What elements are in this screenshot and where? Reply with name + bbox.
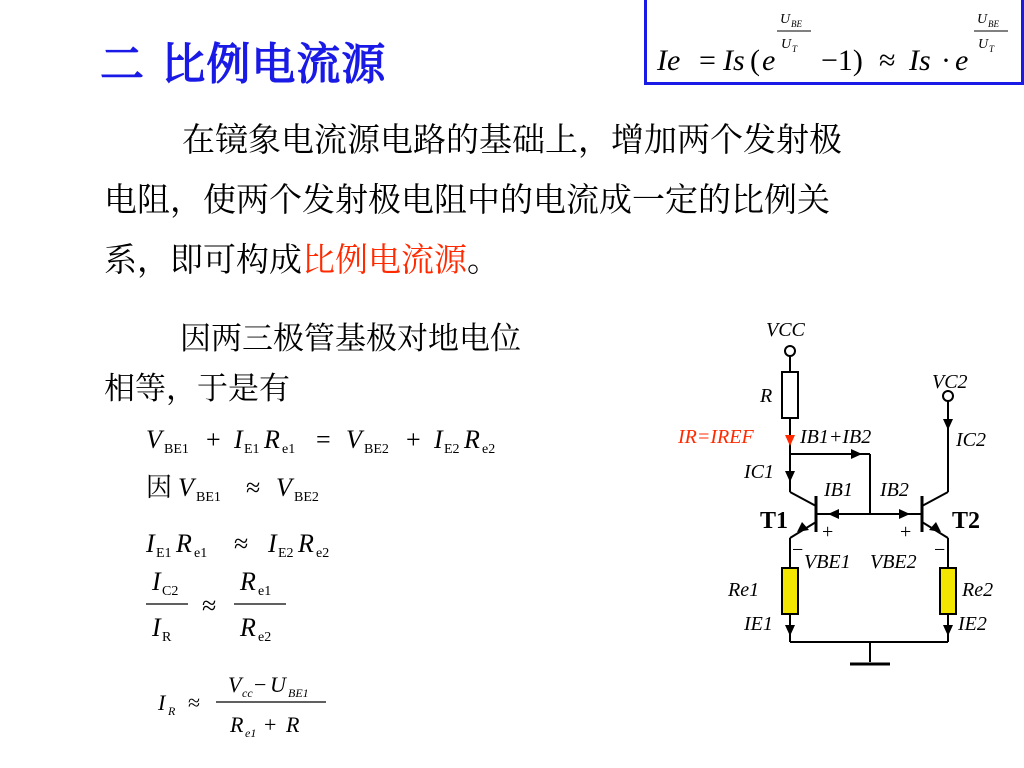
ie1-label: IE1 [744, 613, 773, 635]
intro-line-3: 系，即可构成比例电流源。 [104, 240, 500, 279]
svg-text:=: = [699, 44, 716, 77]
top-formula [647, 0, 1024, 88]
vcc-label: VCC [766, 319, 805, 341]
svg-text:+: + [406, 425, 421, 454]
svg-text:−: − [792, 539, 804, 561]
svg-text:R: R [230, 712, 244, 737]
svg-text:−: − [254, 672, 267, 697]
ic1-label: IC1 [744, 461, 774, 483]
svg-text:V: V [276, 473, 292, 502]
resistor-r [782, 372, 798, 418]
svg-text:T: T [792, 44, 798, 54]
svg-text:+: + [264, 712, 277, 737]
re2-label: Re2 [962, 579, 994, 601]
condition-line-1: 因两三极管基极对地电位 [180, 321, 521, 357]
vcc-terminal [785, 346, 795, 356]
svg-text:(: ( [750, 44, 760, 77]
ir-arrow [785, 435, 795, 446]
ib2-label: IB2 [880, 479, 909, 501]
svg-text:−1): −1) [821, 44, 863, 77]
svg-text:I: I [152, 613, 161, 642]
vbe1-label: VBE1 [804, 551, 851, 573]
svg-text:Is: Is [723, 44, 745, 77]
ratio-current-source-circuit [664, 306, 1016, 674]
svg-text:e: e [955, 44, 969, 77]
svg-text:V: V [178, 473, 194, 502]
svg-text:BE: BE [791, 19, 802, 29]
formula-ie: Ie [657, 44, 681, 77]
svg-text:R: R [464, 425, 480, 454]
svg-text:e2: e2 [482, 442, 496, 457]
condition-line-2: 相等，于是有 [104, 371, 290, 407]
svg-text:因: 因 [146, 473, 173, 503]
svg-text:E1: E1 [244, 442, 260, 457]
svg-text:I: I [152, 567, 161, 596]
equation-block [130, 410, 610, 750]
svg-text:I: I [158, 690, 166, 715]
svg-text:V: V [228, 672, 242, 697]
svg-text:R: R [168, 704, 176, 718]
svg-text:E2: E2 [278, 546, 294, 561]
ie2-arrow [943, 625, 953, 636]
equation-5 [157, 672, 326, 740]
svg-text:Is: Is [909, 44, 931, 77]
svg-text:=: = [316, 425, 331, 454]
vbe2-label: VBE2 [870, 551, 917, 573]
intro-line-2: 电阻，使两个发射极电阻中的电流成一定的比例关 [104, 180, 830, 219]
svg-text:U: U [977, 12, 988, 27]
re1-label: Re1 [728, 579, 760, 601]
svg-text:R: R [240, 567, 256, 596]
ib-sum-arrow [851, 449, 862, 459]
svg-text:E2: E2 [444, 442, 460, 457]
svg-text:≈: ≈ [879, 44, 896, 77]
ib-sum-label: IB1+IB2 [800, 426, 872, 448]
highlight-term: 比例电流源 [302, 240, 467, 279]
ie1-arrow [785, 625, 795, 636]
svg-text:E1: E1 [156, 546, 172, 561]
t2-label: T2 [952, 508, 981, 534]
svg-text:e1: e1 [245, 726, 257, 740]
svg-text:+: + [206, 425, 221, 454]
ic1-arrow [785, 471, 795, 482]
svg-text:R: R [162, 630, 172, 645]
svg-text:U: U [270, 672, 286, 697]
svg-text:U: U [978, 37, 989, 52]
svg-text:e1: e1 [282, 442, 296, 457]
svg-text:I: I [268, 529, 277, 558]
svg-text:BE1: BE1 [164, 442, 189, 457]
equation-3 [145, 529, 329, 561]
svg-text:R: R [240, 613, 256, 642]
svg-text:≈: ≈ [202, 591, 217, 620]
svg-text:C2: C2 [162, 584, 179, 599]
equation-4 [146, 567, 286, 645]
svg-text:BE2: BE2 [364, 442, 389, 457]
svg-text:≈: ≈ [234, 529, 249, 558]
resistor-re2 [940, 568, 956, 614]
svg-text:e2: e2 [258, 630, 272, 645]
top-formula-box [644, 0, 1024, 85]
ib2-arrow [899, 509, 910, 519]
intro-line-1: 在镜象电流源电路的基础上，增加两个发射极 [182, 120, 842, 159]
ib1-label: IB1 [824, 479, 853, 501]
svg-text:e1: e1 [194, 546, 208, 561]
svg-text:+: + [900, 521, 912, 543]
page-title: 二 比例电流源 [100, 39, 387, 90]
ib1-arrow [828, 509, 839, 519]
ir-label: IR=IREF [678, 426, 754, 448]
svg-text:e1: e1 [258, 584, 272, 599]
svg-text:T: T [989, 44, 995, 54]
svg-text:U: U [780, 12, 791, 27]
svg-text:−: − [934, 539, 946, 561]
svg-text:+: + [822, 521, 834, 543]
ie2-label: IE2 [958, 613, 987, 635]
svg-text:V: V [346, 425, 362, 454]
svg-text:BE2: BE2 [294, 490, 319, 505]
svg-text:I: I [234, 425, 243, 454]
svg-text:≈: ≈ [188, 690, 201, 715]
svg-text:I: I [146, 529, 155, 558]
intro-paragraph [104, 110, 1004, 290]
svg-text:·: · [941, 44, 951, 77]
svg-text:e2: e2 [316, 546, 330, 561]
svg-text:e: e [762, 44, 776, 77]
svg-text:BE1: BE1 [288, 686, 309, 700]
resistor-re1 [782, 568, 798, 614]
svg-text:V: V [146, 425, 162, 454]
svg-text:≈: ≈ [246, 473, 261, 502]
condition-paragraph [104, 314, 624, 414]
r-label: R [760, 385, 773, 407]
svg-text:U: U [781, 37, 792, 52]
svg-text:R: R [298, 529, 314, 558]
svg-text:BE1: BE1 [196, 490, 221, 505]
svg-text:R: R [176, 529, 192, 558]
svg-text:BE: BE [988, 19, 999, 29]
vc2-label: VC2 [932, 371, 968, 393]
svg-text:R: R [264, 425, 280, 454]
t1-label: T1 [760, 508, 789, 534]
svg-text:R: R [286, 712, 300, 737]
svg-text:cc: cc [242, 686, 253, 700]
equation-1 [146, 425, 495, 457]
svg-text:I: I [434, 425, 443, 454]
ic2-label: IC2 [956, 429, 986, 451]
ic2-arrow [943, 419, 953, 430]
equation-2 [146, 473, 319, 505]
